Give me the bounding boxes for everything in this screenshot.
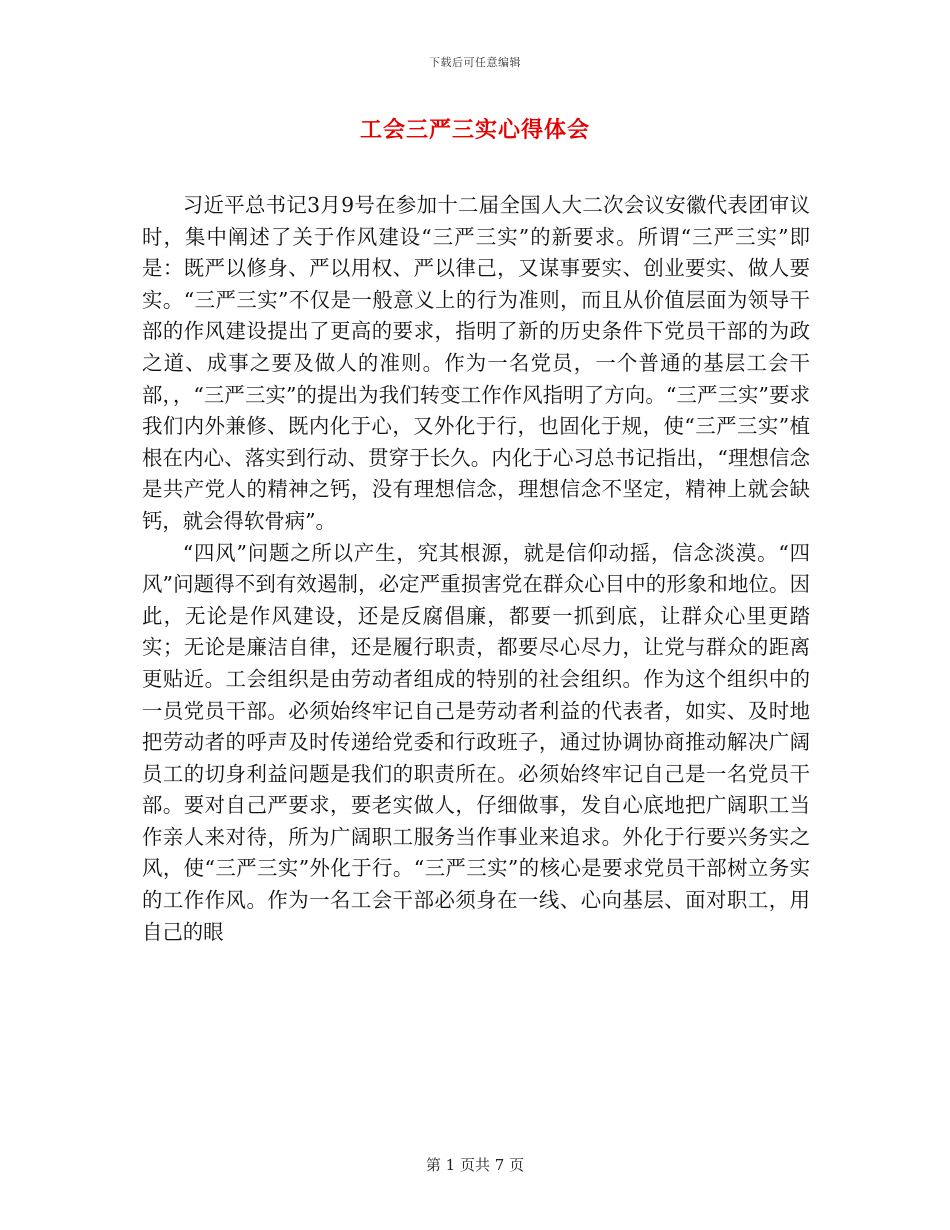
document-title: 工会三严三实心得体会 <box>359 117 590 143</box>
header-note: 下载后可任意编辑 <box>429 56 521 69</box>
page-footer: 第 1 页共 7 页 <box>425 1156 525 1174</box>
paragraph-2: “四风”问题之所以产生，究其根源，就是信仰动摇，信念淡漠。“四风”问题得不到有效遏制，必定严重损害党在群众心目中的形象和地位。因此，无论是作风建设，还是反腐倡廉，都要一抓到底，让群众心里更踏实；无论是廉洁自律，还是履行职责，都要尽心尽力，让党与群众的距离更贴近。工会组织是由劳动者组成的特别的社会组织。作为这个组织中的一员党员干部。必须始终牢记自己是劳动者利益的代表者，如实、及时地把劳动者的呼声及时传递给党委和行政班子，通过协调协商推动解决广阔员工的切身利益问题是我们的职责所在。必须始终牢记自己是一名党员干部。要对自己严要求，要老实做人，仔细做事，发自心底地把广阔职工当作亲人来对待，所为广阔职工服务当作事业来追求。外化于行要兴务实之风，使“三严三实”外化于行。“三严三实”的核心是要求党员干部树立务实的工作作风。作为一名工会干部必须身在一线、心向基层、面对职工，用自己的眼 <box>142 540 810 944</box>
paragraph-1: 习近平总书记3月9号在参加十二届全国人大二次会议安徽代表团审议时，集中阐述了关于作风建设“三严三实”的新要求。所谓“三严三实”即是：既严以修身、严以用权、严以律己，又谋事要实、创业要实、做人要实。“三严三实”不仅是一般意义上的行为准则，而且从价值层面为领导干部的作风建设提出了更高的要求，指明了新的历史条件下党员干部的为政之道、成事之要及做人的准则。作为一名党员，一个普通的基层工会干部，，“三严三实”的提出为我们转变工作作风指明了方向。“三严三实”要求我们内外兼修、既内化于心，又外化于行，也固化于规，使“三严三实”植根在内心、落实到行动、贯穿于长久。内化于心习总书记指出，“理想信念是共产党人的精神之钙，没有理想信念，理想信念不坚定，精神上就会缺钙，就会得软骨病”。 <box>142 193 810 533</box>
document-body <box>142 190 810 948</box>
